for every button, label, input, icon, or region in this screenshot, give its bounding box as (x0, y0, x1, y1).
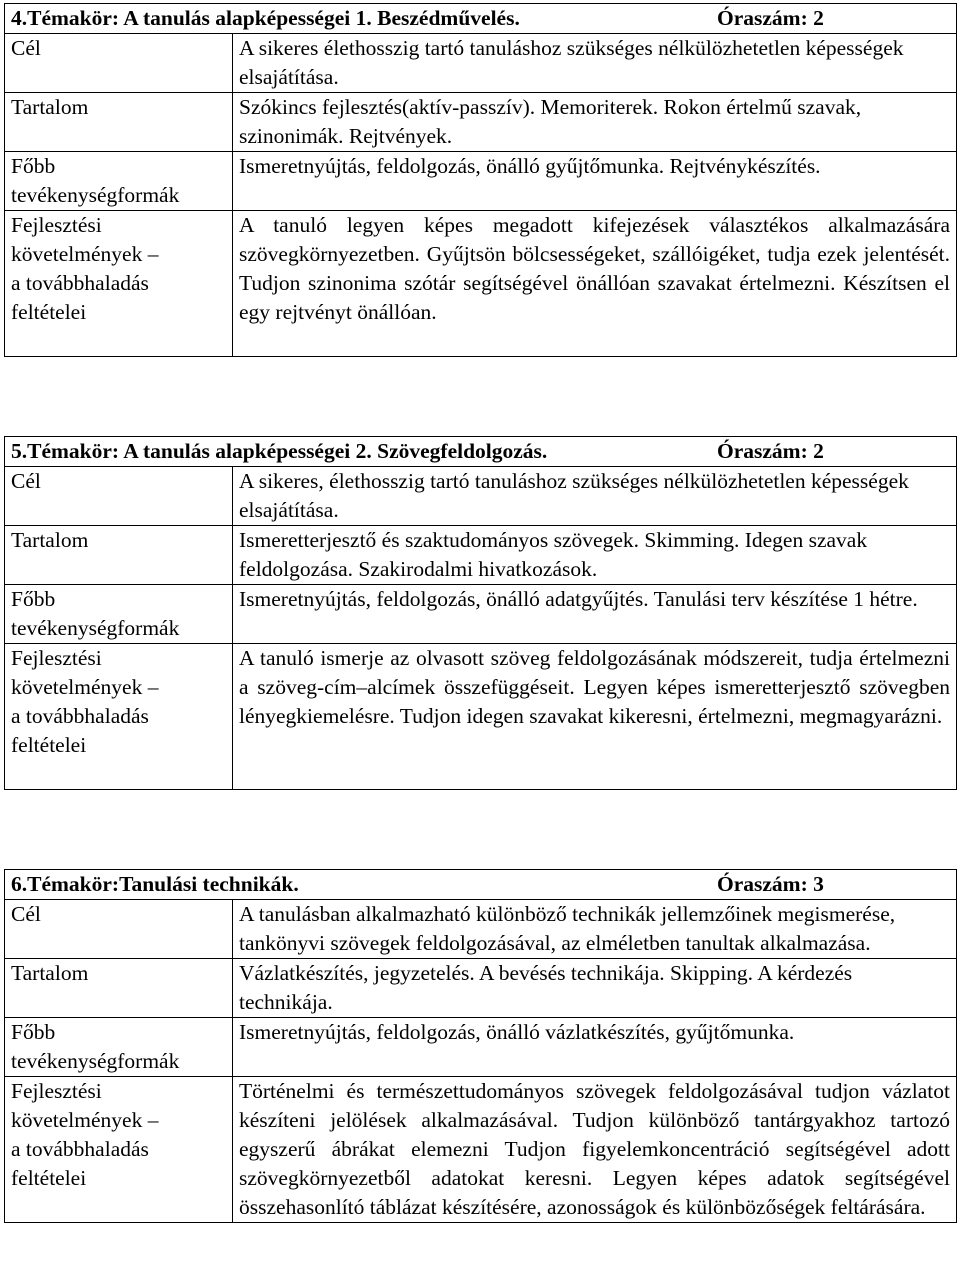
row-label: a továbbhaladás (11, 704, 149, 728)
row-label: Fejlesztési (11, 646, 102, 670)
section-5-row-cel (5, 467, 957, 526)
row-label: tevékenységformák (11, 1049, 180, 1073)
section-6-row-fejlesztesi (5, 1077, 957, 1223)
section-6-title: 6.Témakör:Tanulási technikák. (11, 872, 299, 896)
section-4-hours: Óraszám: 2 (717, 6, 824, 30)
row-label: Cél (11, 36, 41, 60)
section-5-table (4, 436, 957, 790)
section-5-row-tartalom (5, 526, 957, 585)
row-label: Tartalom (11, 961, 89, 985)
row-text: Ismeretnyújtás, feldolgozás, önálló adatgyűjtés. Tanulási terv készítése 1 hétre. (233, 585, 957, 644)
row-label: követelmények – (11, 675, 159, 699)
row-label: feltételei (11, 1166, 87, 1190)
row-text: Ismeretterjesztő és szaktudományos szövegek. Skimming. Idegen szavak feldolgozása. Szakirodalmi hivatkozások. (233, 526, 957, 585)
section-6-header (5, 870, 957, 900)
row-text: A sikeres, élethosszig tartó tanuláshoz szükséges nélkülözhetetlen képességek elsajátítása. (233, 467, 957, 526)
row-label: követelmények – (11, 242, 159, 266)
row-text: Szókincs fejlesztés(aktív-passzív). Memoriterek. Rokon értelmű szavak, szinonimák. Rejtvények. (233, 93, 957, 152)
section-6-table (4, 869, 957, 1223)
row-label: Főbb (11, 1020, 56, 1044)
section-4-header (5, 4, 957, 34)
section-4-row-fobb (5, 152, 957, 211)
row-label: Főbb (11, 587, 56, 611)
row-label: követelmények – (11, 1108, 159, 1132)
row-text: Történelmi és természettudományos szövegek feldolgozásával tudjon vázlatot készíteni jelölések alkalmazásával. Tudjon különböző tantárgyakhoz tartozó egyszerű ábrákat elemezni Tudjon figyelemkoncentráció segítségével adott szövegkörnyezetből adatokat keresni. Legyen képes adatok segítségével összehasonlító táblázat készítésére, azonosságok és különbözőségek feltárására. (233, 1077, 957, 1223)
row-text: Ismeretnyújtás, feldolgozás, önálló vázlatkészítés, gyűjtőmunka. (233, 1018, 957, 1077)
section-6-row-fobb (5, 1018, 957, 1077)
section-5 (4, 436, 956, 790)
section-5-row-fobb (5, 585, 957, 644)
row-label: Fejlesztési (11, 213, 102, 237)
row-text: A tanuló ismerje az olvasott szöveg feldolgozásának módszereit, tudja értelmezni a szöveg-cím–alcímek összefüggéseit. Legyen képes ismeretterjesztő szövegben lényegkiemelésre. Tudjon idegen szavakat kikeresni, értelmezni, megmagyarázni. (233, 644, 957, 790)
row-label: Tartalom (11, 95, 89, 119)
row-label: Cél (11, 469, 41, 493)
section-5-header (5, 437, 957, 467)
row-label: feltételei (11, 300, 87, 324)
section-5-row-fejlesztesi (5, 644, 957, 790)
row-text: Ismeretnyújtás, feldolgozás, önálló gyűjtőmunka. Rejtvénykészítés. (233, 152, 957, 211)
section-4-row-cel (5, 34, 957, 93)
section-4-row-fejlesztesi (5, 211, 957, 357)
row-label: Fejlesztési (11, 1079, 102, 1103)
section-6-hours: Óraszám: 3 (717, 872, 824, 896)
section-5-title: 5.Témakör: A tanulás alapképességei 2. Szövegfeldolgozás. (11, 439, 548, 463)
row-text: A tanulásban alkalmazható különböző technikák jellemzőinek megismerése, tankönyvi szövegek feldolgozásával, az elméletben tanultak alkalmazása. (233, 900, 957, 959)
section-4-table (4, 3, 957, 357)
row-label: Cél (11, 902, 41, 926)
row-label: tevékenységformák (11, 616, 180, 640)
row-text: A tanuló legyen képes megadott kifejezések választékos alkalmazására szövegkörnyezetben. Gyűjtsön bölcsességeket, szállóigéket, tudja ezek jelentését. Tudjon szinonima szótár segítségével önállóan szavakat értelmezni. Készítsen el egy rejtvényt önállóan. (233, 211, 957, 357)
row-text: Vázlatkészítés, jegyzetelés. A bevésés technikája. Skipping. A kérdezés technikája. (233, 959, 957, 1018)
row-text: A sikeres élethosszig tartó tanuláshoz szükséges nélkülözhetetlen képességek elsajátítása. (233, 34, 957, 93)
section-4-row-tartalom (5, 93, 957, 152)
row-label: Tartalom (11, 528, 89, 552)
section-6-row-tartalom (5, 959, 957, 1018)
section-4-title: 4.Témakör: A tanulás alapképességei 1. Beszédművelés. (11, 6, 520, 30)
section-4 (4, 3, 956, 357)
row-label: a továbbhaladás (11, 1137, 149, 1161)
row-label: Főbb (11, 154, 56, 178)
row-label: tevékenységformák (11, 183, 180, 207)
row-label: a továbbhaladás (11, 271, 149, 295)
section-5-hours: Óraszám: 2 (717, 439, 824, 463)
section-6 (4, 869, 956, 1223)
row-label: feltételei (11, 733, 87, 757)
section-6-row-cel (5, 900, 957, 959)
